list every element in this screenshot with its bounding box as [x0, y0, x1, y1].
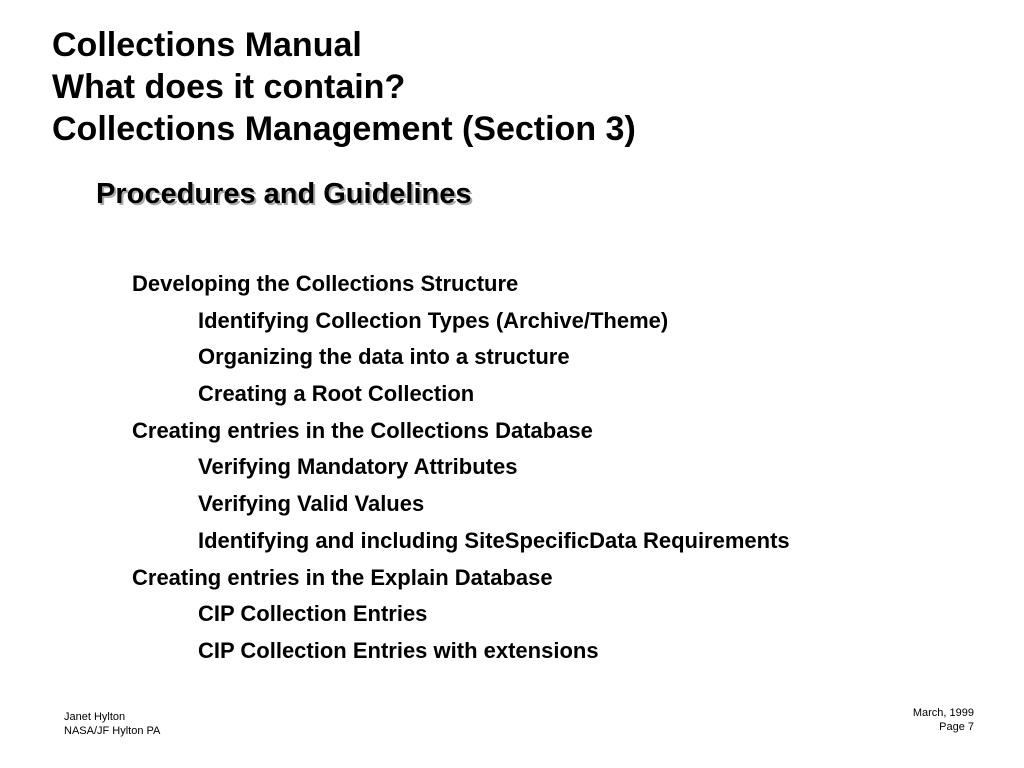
footer-page-number: Page 7 [939, 721, 974, 733]
slide-title [52, 24, 636, 150]
outline-subitem: Creating a Root Collection [198, 381, 475, 407]
footer-organization: NASA/JF Hylton PA [64, 725, 161, 737]
outline-list [0, 266, 790, 670]
footer-date-block [913, 706, 974, 734]
footer-author: Janet Hylton [64, 711, 126, 723]
outline-item: Developing the Collections Structure [132, 271, 519, 296]
title-line: What does it contain? [52, 68, 406, 106]
section-subtitle: Procedures and Guidelines [96, 178, 472, 210]
outline-subitem: Identifying and including SiteSpecificData Requirements [198, 527, 790, 553]
outline-subitem: Verifying Valid Values [198, 491, 425, 517]
footer-date: March, 1999 [912, 707, 974, 719]
footer-author-block [64, 710, 160, 738]
outline-subitem: Identifying Collection Types (Archive/Theme) [198, 307, 669, 333]
outline-item: Creating entries in the Explain Database [132, 564, 553, 590]
outline-subitem: CIP Collection Entries with extensions [198, 637, 599, 663]
title-line: Collections Management (Section 3) [52, 110, 636, 148]
outline-subitem: Organizing the data into a structure [198, 344, 570, 370]
outline-subitem: CIP Collection Entries [198, 601, 428, 627]
outline-item: Creating entries in the Collections Database [132, 417, 593, 443]
title-line: Collections Manual [52, 26, 362, 64]
outline-subitem: Verifying Mandatory Attributes [198, 454, 518, 480]
